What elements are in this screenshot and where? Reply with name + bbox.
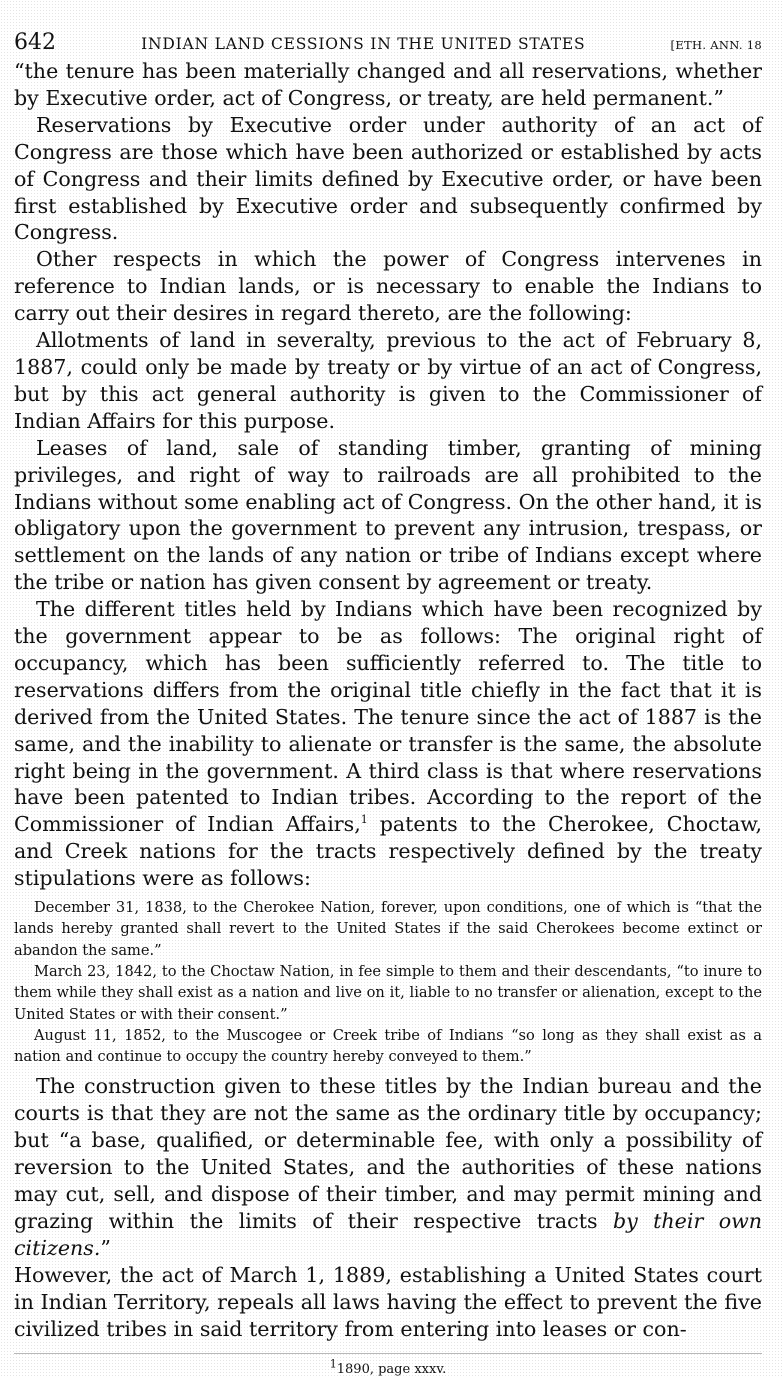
page-number: 642 (14, 30, 56, 55)
book-page (14, 30, 762, 1377)
footnote-divider (14, 1353, 762, 1354)
paragraph-8: However, the act of March 1, 1889, establishing a United States court in Indian Territory, repeals all laws having the effect to prevent the five civilized tribes in said territory from entering into leases or con- (14, 1262, 762, 1341)
paragraph-7-close: ” (100, 1235, 111, 1260)
paragraph-1: “the tenure has been materially changed and all reservations, whether by Executive order, act of Congress, or treaty, are held permanent.” (14, 59, 762, 110)
paragraph-2: Reservations by Executive order under authority of an act of Congress are those which have been authorized or established by acts of Congress and their limits defined by Executive order, or have been first established by Executive order and subsequently confirmed by Congress. (14, 112, 762, 245)
paragraph-7 (14, 1073, 762, 1261)
paragraph-6-text-b: patents to the Cherokee, Choctaw, and Creek nations for the tracts respectively defined by the treaty stipulations were as follows: (14, 812, 762, 891)
paragraph-4: Allotments of land in severalty, previous to the act of February 8, 1887, could only be made by treaty or by virtue of an act of Congress, but by this act general authority is given to the Commissioner of Indian Affairs for this purpose. (14, 328, 762, 433)
header-tag: [ETH. ANN. 18 (670, 38, 762, 52)
paragraph-6 (14, 596, 762, 892)
footnote (14, 1357, 762, 1377)
running-title: INDIAN LAND CESSIONS IN THE UNITED STATES (141, 35, 586, 53)
paragraph-7-text: The construction given to these titles by the Indian bureau and the courts is that they are not the same as the ordinary title by occupancy; but “a base, qualified, or determinable fee, with only a possibility of reversion to the United States, and the authorities of these nations may cut, sell, and dispose of their timber, and may permit mining and grazing within the limits of their respective tracts (14, 1074, 762, 1233)
treaty-quotes (14, 897, 762, 1067)
page-header (14, 30, 762, 58)
quote-cherokee: December 31, 1838, to the Cherokee Nation, forever, upon conditions, one of which is “that the lands hereby granted shall revert to the United States if the said Cherokees become extinct or abandon the same.” (14, 899, 762, 959)
footnote-marker: 1 (329, 1357, 337, 1371)
paragraph-5: Leases of land, sale of standing timber, granting of mining privileges, and right of way to railroads are all prohibited to the Indians without some enabling act of Congress. On the other hand, it is obligatory upon the government to prevent any intrusion, trespass, or settlement on the lands of any nation or tribe of Indians except where the tribe or nation has given consent by agreement or treaty. (14, 435, 762, 595)
quote-choctaw: March 23, 1842, to the Choctaw Nation, in fee simple to them and their descendants, “to inure to them while they shall exist as a nation and live on it, liable to no transfer or alienation, except to the United States or with their consent.” (14, 962, 762, 1023)
paragraph-6-text-a: The different titles held by Indians which have been recognized by the government appear to be as follows: The original right of occupancy, which has been sufficiently referred to. The title to reservations differs from the original title chiefly in the fact that it is derived from the United States. The tenure since the act of 1887 is the same, and the inability to alienate or transfer is the same, the absolute right being in the government. A third class is that where reservations have been patented to Indian tribes. According to the report of the Commissioner of Indian Affairs, (14, 597, 762, 837)
paragraph-3: Other respects in which the power of Congress intervenes in reference to Indian lands, or is necessary to enable the Indians to carry out their desires in regard thereto, are the following: (14, 247, 762, 326)
paragraph-7-italic: by their own citizens. (14, 1209, 762, 1260)
footnote-text: 1890, page xxxv. (336, 1361, 447, 1377)
footnote-reference: 1 (360, 813, 368, 827)
quote-creek: August 11, 1852, to the Muscogee or Creek tribe of Indians “so long as they shall exist as a nation and continue to occupy the country hereby conveyed to them.” (14, 1026, 762, 1066)
